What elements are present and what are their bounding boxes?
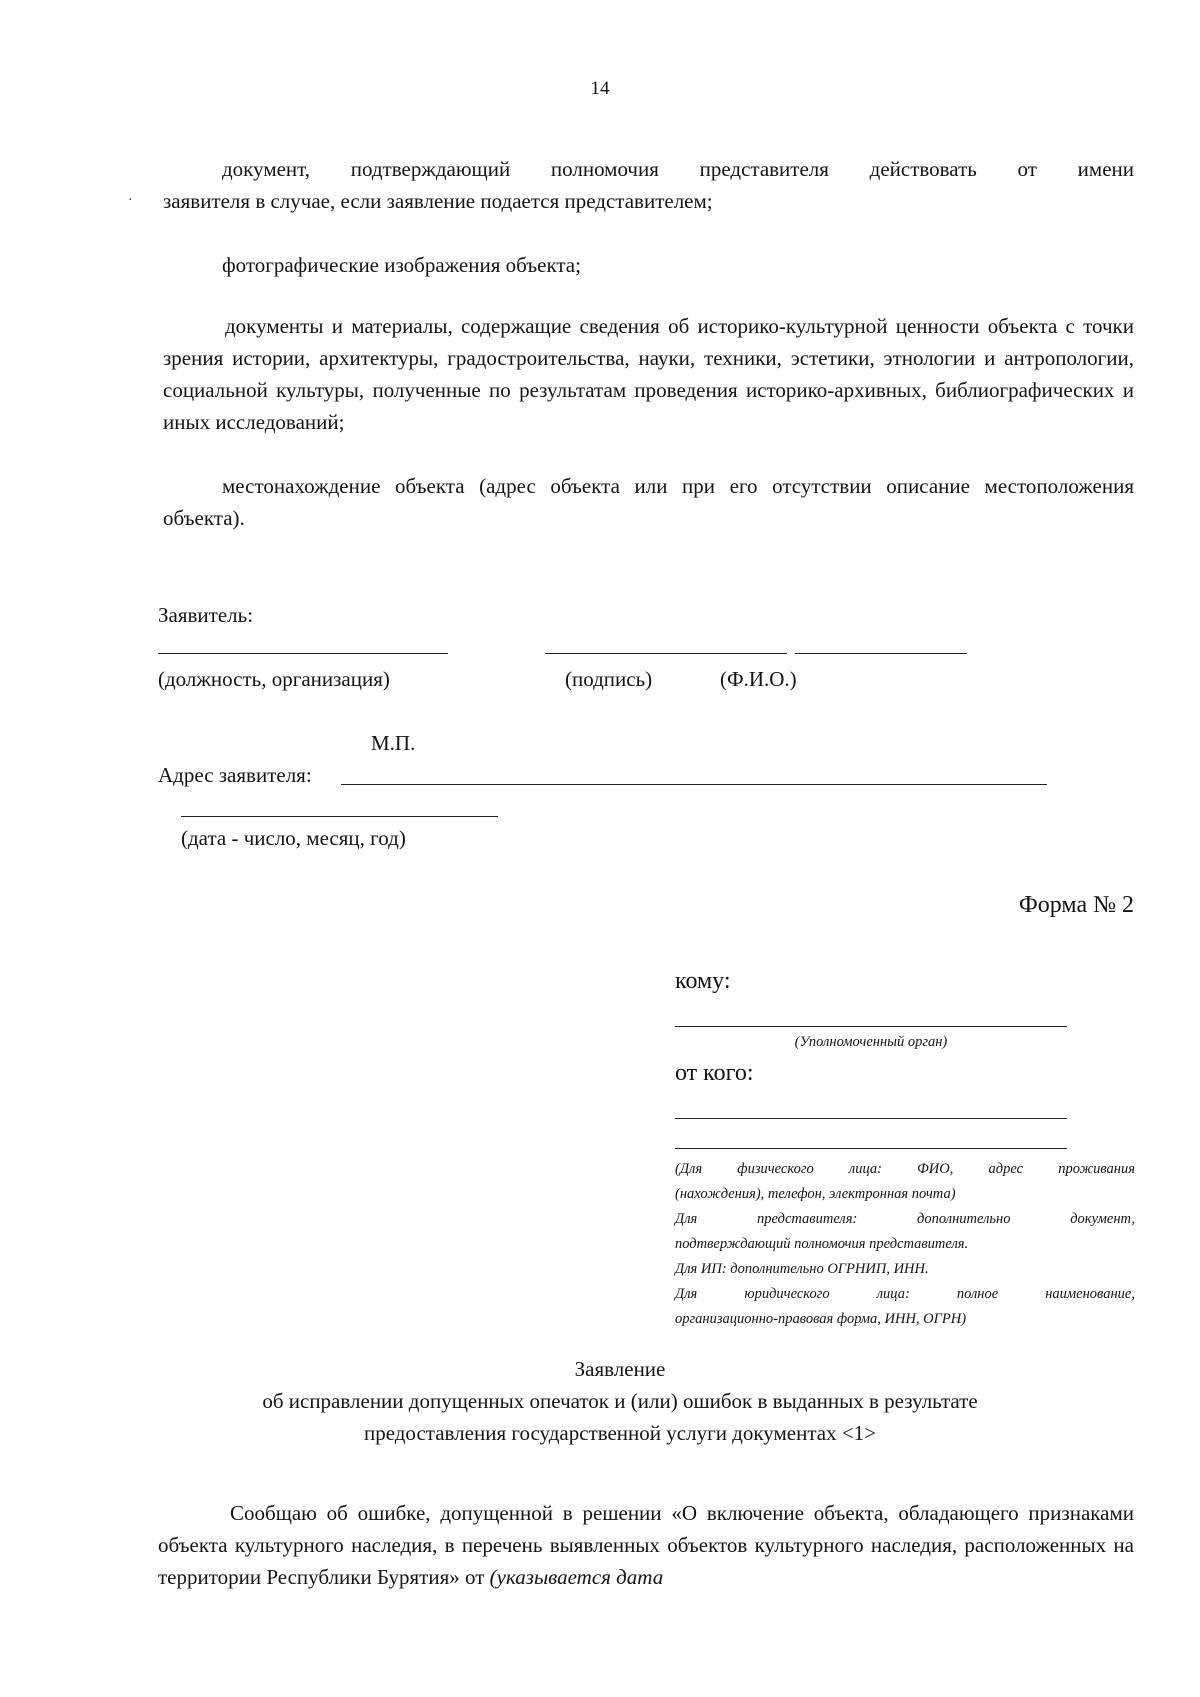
- body-italic-text: (указывается дата: [489, 1565, 664, 1589]
- authority-line: [675, 1026, 1067, 1027]
- date-caption: (дата - число, месяц, год): [181, 826, 406, 850]
- paragraph-location: местонахождение объекта (адрес объекта или при его отсутствии описание местоположения объекта).: [163, 474, 1134, 530]
- page-number: 14: [590, 78, 610, 99]
- position-caption: (должность, организация): [158, 667, 390, 691]
- from-line-2: [675, 1148, 1067, 1149]
- applicant-notes: [675, 1157, 1135, 1332]
- note-line: Для представителя: дополнительно документ,: [675, 1211, 1135, 1227]
- to-label: кому:: [675, 968, 731, 994]
- paragraph-representative-line1: документ, подтверждающий полномочия представителя действовать от имени: [222, 157, 1134, 181]
- heading-line-1: Заявление: [574, 1357, 666, 1381]
- note-line: Для юридического лица: полное наименование,: [675, 1286, 1135, 1302]
- date-line: [181, 816, 498, 817]
- body-text: Сообщаю об ошибке, допущенной в решении «О включение объекта, обладающего признаками объекта культурного наследия, в перечень выявленных объектов культурного наследия, расположенных на территории Республики Бурятия» от: [158, 1501, 1134, 1589]
- stamp-label: М.П.: [371, 731, 416, 755]
- from-label: от кого:: [675, 1060, 754, 1086]
- note-line: Для ИП: дополнительно ОГРНИП, ИНН.: [675, 1261, 929, 1277]
- heading-line-2: об исправлении допущенных опечаток и (или) ошибок в выданных в результате: [262, 1389, 978, 1413]
- authority-caption: (Уполномоченный орган): [794, 1034, 948, 1050]
- form-title: Форма № 2: [1018, 892, 1134, 918]
- address-line: [341, 784, 1047, 785]
- scan-dot: ·: [128, 193, 133, 208]
- paragraph-photos: фотографические изображения объекта;: [222, 253, 581, 277]
- note-line: подтверждающий полномочия представителя.: [675, 1236, 969, 1252]
- signature-line: [545, 653, 787, 654]
- application-heading: [150, 1353, 1090, 1449]
- from-line-1: [675, 1118, 1067, 1119]
- signature-caption: (подпись): [565, 667, 653, 691]
- address-label: Адрес заявителя:: [158, 763, 312, 787]
- fio-caption: (Ф.И.О.): [720, 667, 797, 691]
- note-line: организационно-правовая форма, ИНН, ОГРН): [675, 1311, 967, 1327]
- note-line: (нахождения), телефон, электронная почта): [675, 1186, 956, 1202]
- applicant-label: Заявитель:: [158, 603, 254, 627]
- position-line: [158, 653, 448, 654]
- application-body: [158, 1497, 1134, 1593]
- note-line: (Для физического лица: ФИО, адрес проживания: [675, 1161, 1135, 1177]
- paragraph-documents: документы и материалы, содержащие сведения об историко-культурной ценности объекта с точки зрения истории, архитектуры, градостроительства, науки, техники, эстетики, этнологии и антропологии, социальной культуры, полученные по результатам проведения историко-архивных, библиографических и иных исследований;: [163, 314, 1134, 434]
- fio-line: [795, 653, 967, 654]
- paragraph-representative-line2: заявителя в случае, если заявление подается представителем;: [163, 189, 713, 213]
- heading-line-3: предоставления государственной услуги документах <1>: [363, 1421, 877, 1445]
